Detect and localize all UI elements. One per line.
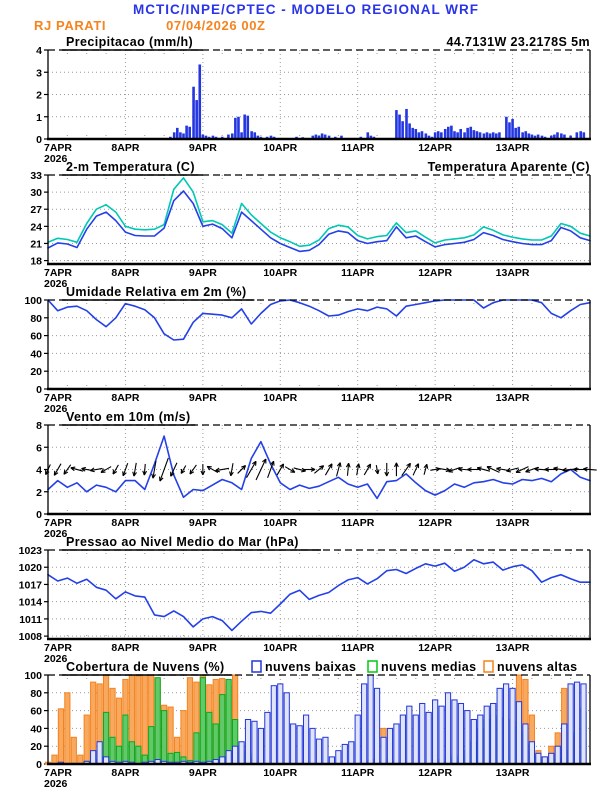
x-tick-label: 7APR [44,517,73,529]
panel-right-label: Temperatura Aparente (C) [427,160,590,174]
y-tick-label: 24 [30,221,42,234]
legend-label: nuvens medias [381,660,477,674]
y-tick-label: 1 [36,111,42,124]
x-tick-label: 12APR [418,392,453,404]
x-tick-label: 11APR [341,267,375,279]
y-tick-label: 27 [30,204,42,217]
y-tick-label: 60 [30,330,42,343]
run-datetime-label: 07/04/2026 00Z [166,18,266,33]
x-tick-label: 13APR [495,767,530,779]
y-tick-label: 0 [36,134,42,146]
x-tick-label: 11APR [341,517,375,529]
y-tick-label: 40 [30,723,42,736]
legend-swatch [484,661,493,672]
x-axis-year-label: 2026 [44,778,68,790]
x-tick-label: 10APR [263,517,298,529]
y-tick-label: 100 [24,295,42,307]
x-tick-label: 8APR [111,642,140,654]
y-tick-label: 6 [36,442,42,455]
y-tick-label: 1008 [18,631,42,644]
x-tick-label: 7APR [44,767,73,779]
legend-label: nuvens altas [497,660,578,674]
station-label: RJ PARATI [34,18,107,33]
panel-title: Precipitacao (mm/h) [66,35,194,49]
panel-right-label: 44.7131W 23.2178S 5m [446,35,590,49]
x-tick-label: 12APR [418,517,453,529]
y-tick-label: 40 [30,348,42,361]
page-title: MCTIC/INPE/CPTEC - MODELO REGIONAL WRF [133,2,479,17]
y-tick-label: 21 [30,238,42,251]
x-tick-label: 12APR [418,767,453,779]
y-tick-label: 0 [36,759,42,771]
x-tick-label: 12APR [418,267,453,279]
x-tick-label: 10APR [263,267,298,279]
x-tick-label: 9APR [188,767,217,779]
y-tick-label: 1017 [18,579,42,592]
x-tick-label: 10APR [263,392,298,404]
y-tick-label: 2 [36,486,42,499]
x-tick-label: 7APR [44,392,73,404]
x-tick-label: 13APR [495,267,530,279]
legend-label: nuvens baixas [265,660,357,674]
y-tick-label: 2 [36,89,42,102]
x-tick-label: 13APR [495,517,530,529]
chart-sea-level-pressure [0,533,612,665]
x-tick-label: 11APR [341,767,375,779]
x-axis-year-label: 2026 [44,278,68,290]
y-tick-label: 1023 [18,545,42,557]
y-tick-label: 1014 [18,596,42,609]
y-tick-label: 4 [36,464,42,477]
x-tick-label: 12APR [418,142,453,154]
x-tick-label: 8APR [111,767,140,779]
x-tick-label: 9APR [188,517,217,529]
x-tick-label: 10APR [263,642,298,654]
x-axis-year-label: 2026 [44,528,68,540]
x-tick-label: 9APR [188,642,217,654]
y-tick-label: 20 [30,741,42,754]
x-tick-label: 13APR [495,392,530,404]
panel-title: Cobertura de Nuvens (%) [66,660,225,674]
x-tick-label: 9APR [188,142,217,154]
x-axis-year-label: 2026 [44,653,68,665]
chart-temperature-2m [0,158,612,290]
x-tick-label: 11APR [341,142,375,154]
x-tick-label: 13APR [495,642,530,654]
legend-swatch [252,661,261,672]
panel-title: Umidade Relativa em 2m (%) [66,285,247,299]
x-tick-label: 12APR [418,642,453,654]
y-tick-label: 0 [36,384,42,396]
x-tick-label: 7APR [44,142,73,154]
legend-swatch [368,661,377,672]
page-header [0,0,612,33]
x-tick-label: 8APR [111,267,140,279]
charts-container [0,33,612,789]
y-tick-label: 80 [30,687,42,700]
y-tick-label: 18 [30,255,42,268]
x-tick-label: 10APR [263,767,298,779]
x-tick-label: 13APR [495,142,530,154]
panel-title: 2-m Temperatura (C) [66,160,195,174]
y-tick-label: 0 [36,509,42,521]
y-tick-label: 33 [30,170,42,182]
panel-title: Vento em 10m (m/s) [66,410,191,424]
y-tick-label: 30 [30,187,42,200]
x-tick-label: 8APR [111,517,140,529]
x-axis-year-label: 2026 [44,153,68,165]
x-axis-year-label: 2026 [44,403,68,415]
x-tick-label: 8APR [111,142,140,154]
y-tick-label: 1011 [19,613,42,626]
chart-precipitation [0,33,612,165]
x-tick-label: 11APR [341,642,375,654]
x-tick-label: 10APR [263,142,298,154]
header-subrow [0,18,612,33]
y-tick-label: 4 [36,45,42,57]
panel-title: Pressao ao Nivel Medio do Mar (hPa) [66,535,299,549]
y-tick-label: 8 [36,420,42,432]
x-tick-label: 7APR [44,267,73,279]
y-tick-label: 60 [30,705,42,718]
chart-wind-10m [0,408,612,540]
x-tick-label: 9APR [188,267,217,279]
chart-cloud-cover [0,658,612,789]
y-tick-label: 20 [30,366,42,379]
y-tick-label: 100 [24,670,42,682]
x-tick-label: 7APR [44,642,73,654]
x-tick-label: 8APR [111,392,140,404]
y-tick-label: 80 [30,312,42,325]
y-tick-label: 1020 [18,562,42,575]
y-tick-label: 3 [36,67,42,80]
x-tick-label: 9APR [188,392,217,404]
chart-relative-humidity [0,283,612,415]
x-tick-label: 11APR [341,392,375,404]
